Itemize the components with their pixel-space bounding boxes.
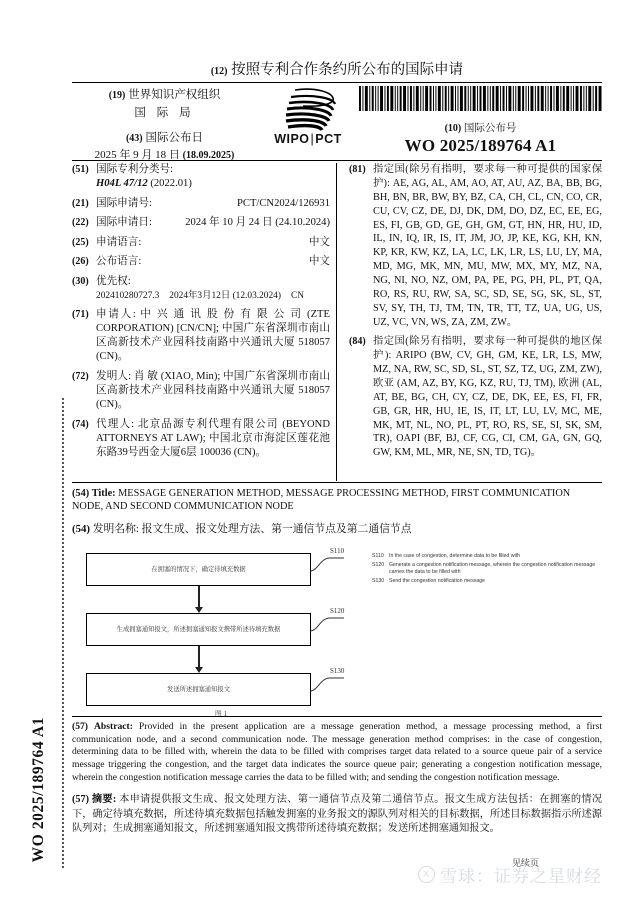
field-agent-value: 北京品源专利代理有限公司 (BEYOND ATTORNEYS AT LAW); 中国北京市海淀区莲花池东路39号西金大厦6层 100036 (CN)。 [96,418,330,458]
document-type-heading [72,58,602,79]
field-inventor-value: 肖 敏 (XIAO, Min); 中国广东省深圳市南山区高新技术产业园科技南路中兴通讯大厦 518057 (CN)。 [96,370,330,411]
abstract-en-text: Provided in the present application are a message generation method, a message processing method, a first communication node, and a second communication node. The message generation method comprises: in the case of congestion, determining data to be filled with, wherein the data to be filled with comprises target data related to a source queue pair of a service message triggering the congestion, and the target data indicates the source queue pair; generating a congestion notification message, wherein the congestion notification message carries the data to be filled with; and sending the congestion notification message. [72,721,602,783]
field-designated-states-label: 指定国(除另有指明，要求每一种可提供的国家保护): [373,164,602,189]
bibliographic-right-column [343,163,602,481]
field-ipc-label: 国际专利分类号: [96,164,174,175]
flowchart-step-s130 [86,673,311,706]
field-designated-regions-label: 指定国(除另有指明，要求每一种可提供的地区保护): [373,336,602,362]
document-type-text: 按照专利合作条约所公布的国际申请 [231,62,464,78]
wipo-wordmark [257,132,359,146]
flowchart-step-id-s110: S110 [330,547,345,555]
field-inventor-label: 发明人: [96,370,132,382]
flowchart [86,547,356,718]
spine-publication-number [18,690,60,890]
field-priority-tag: (30) [72,275,89,287]
continued-note: 见续页 [512,858,540,868]
field-designated-regions-tag: (84) [349,336,366,348]
field-designated-states [349,163,602,330]
title-zh-text: 报文生成、报文处理方法、第一通信节点及第二通信节点 [141,523,412,536]
flowchart-step-s110 [86,553,311,586]
publication-number-block [359,84,602,156]
abstract-zh-label: 摘要: [91,794,117,806]
legend-id-s110: S110 [372,553,384,559]
field-priority-label: 优先权: [96,275,131,287]
field-agent-tag: (74) [72,418,89,430]
title-zh-label: 发明名称: [92,523,139,536]
figure-block [72,545,602,718]
title-en-label: Title: [91,488,116,499]
org-name: 世界知识产权组织 [128,89,221,101]
wipo-wordmark-text: WIPO [274,132,310,146]
field-designated-states-value: AE, AG, AL, AM, AO, AT, AU, AZ, BA, BB, BG, BH, BN, BR, BW, BY, BZ, CA, CH, CL, CN, CO, CR, CU, CV, CZ, DE, DJ, DK, DM, DO, DZ, EC, EE, EG, ES, FI, GB, GD, GE, GH, GM, GT, HN, HR, HU, ID, IL, IN, IQ, IR, IS, IT, JM, JO, JP, KE, KG, KH, KN, KP, KR, KW, KZ, LA, LC, LK, LR, LS, LU, LY, MA, MD, MG, MK, MN, MU, MW, MX, MY, MZ, NA, NG, NI, NO, NZ, OM, PA, PE, PG, PH, PL, PT, QA, RO, RS, RU, RW, SA, SC, SD, SE, SG, SK, SL, ST, SV, SY, TH, TJ, TM, TN, TR, TT, TZ, UA, UG, US, UZ, VC, VN, WS, ZA, ZM, ZW。 [373,177,602,328]
field-application-number [72,197,330,211]
abstract-en-label: Abstract: [94,721,133,732]
figure-legend [372,553,600,586]
flowchart-step-s120 [86,613,311,646]
field-filing-language [72,236,330,250]
flowchart-leader-2 [308,613,348,635]
header-rule [72,82,602,83]
field-designated-regions [349,335,602,460]
barcode [359,86,602,111]
legend-row-s120 [372,562,600,577]
header-band [72,84,602,161]
field-agent-label: 代理人: [96,418,135,430]
abstract-rule [72,716,602,717]
legend-row-s110 [372,553,600,561]
field-ipc-version: (2022.01) [150,178,192,190]
abstract-zh-text: 本申请提供报文生成、报文处理方法、第一通信节点及第二通信节点。报文生成方法包括：在拥塞的情况下，确定待填充数据，所述待填充数据包括触发拥塞的业务报文的源队列对相关的目标数据，所述目标数据指示所述源队列对；生成拥塞通知报文，所述拥塞通知报文携带所述待填充数据；发送所述拥塞通知报文。 [72,794,603,835]
field-publication-language [72,255,330,269]
publication-date-label: 国际公布日 [145,132,204,144]
publication-date-iso: (18.09.2025) [182,150,235,161]
field-publication-language-value: 中文 [308,256,330,268]
legend-text-s110: In the case of congestion, determine data to be filled with [389,553,520,559]
field-application-number-value: PCT/CN2024/126931 [236,197,330,209]
bibliographic-left-column [72,163,336,481]
field-designated-states-tag: (81) [349,164,366,175]
left-dotted-rule [62,398,64,868]
wipo-wordmark-separator: | [310,132,315,146]
flowchart-step-s110-text: 在拥塞的情况下，确定待填充数据 [151,565,246,573]
flowchart-step-s130-text: 发送所述拥塞通知报文 [167,685,230,693]
watermark-logo-icon: X [418,866,435,883]
invention-title-block [72,487,602,536]
field-filing-language-value: 中文 [308,236,330,248]
field-applicant-tag: (71) [72,309,89,321]
field-ipc-tag: (51) [72,164,89,175]
field-priority-country: CN [291,291,305,302]
legend-text-s130: Send the congestion notification message [389,577,486,584]
legend-text-s120: Generate a congestion notification message, wherein the congestion notification message carries the data to be filled with [389,561,596,576]
publication-number-label: 国际公布号 [463,123,517,134]
column-divider [336,163,337,481]
title-zh-tag: (54) [72,523,90,536]
flowchart-arrow-1 [198,586,200,608]
flowchart-step-id-s120: S120 [330,607,345,615]
field-filing-date-label: 国际申请日: [96,217,152,229]
abstract-block [72,721,602,837]
org-bureau: 国 际 局 [134,107,195,119]
publication-date-value: 2025 年 9 月 18 日 [94,149,180,161]
field-ipc [72,163,330,191]
field-applicant-label: 申请人: [96,309,136,321]
field-filing-date [72,216,330,230]
field-filing-language-tag: (25) [72,236,89,248]
field-filing-date-value: 2024 年 10 月 24 日 (24.10.2024) [185,217,330,229]
field-publication-language-tag: (26) [72,256,89,268]
flowchart-step-s120-text: 生成拥塞通知报文，所述拥塞通知报文携带所述待填充数据 [116,625,281,633]
wipo-globe-icon [265,86,351,132]
legend-row-s130 [372,578,600,586]
bibliographic-rule [72,160,602,161]
document-type-tag: (12) [210,66,228,77]
field-publication-language-label: 公布语言: [96,256,142,268]
flowchart-leader-3 [308,673,348,695]
field-priority-number: 202410280727.3 [96,291,160,302]
publication-date-tag: (43) [125,133,143,144]
wipo-logo-block [257,84,359,146]
field-inventor-tag: (72) [72,370,89,382]
title-rule [72,482,602,483]
field-agent [72,418,330,460]
issuing-office-block [72,84,257,162]
flowchart-leader-1 [308,553,348,575]
abstract-en-tag: (57) [72,721,88,732]
abstract-zh-tag: (57) [72,794,89,806]
field-ipc-value: H04L 47/12 [96,178,148,190]
legend-id-s120: S120 [372,561,385,568]
field-application-number-label: 国际申请号: [96,197,152,209]
field-inventor [72,370,330,412]
field-filing-language-label: 申请语言: [96,236,142,248]
figure-caption: 图 1 [214,710,228,718]
field-filing-date-tag: (22) [72,217,89,229]
flowchart-arrow-2 [198,646,200,668]
org-tag: (19) [108,90,126,101]
publication-number-tag: (10) [444,123,462,134]
field-priority-date: 2024年3月12日 (12.03.2024) [169,291,281,302]
field-application-number-tag: (21) [72,197,89,209]
publication-number-value: WO 2025/189764 A1 [404,136,557,155]
watermark-text: 雪球：证券之星财经 [440,867,602,886]
field-designated-regions-value: ARIPO (BW, CV, GH, GM, KE, LR, LS, MW, MZ, NA, RW, SC, SD, SL, ST, SZ, TZ, UG, ZM, ZW), 欧亚 (AM, AZ, BY, KG, KZ, RU, TJ, TM), 欧洲 (AL, AT, BE, BG, CH, CY, CZ, DE, DK, EE, ES, FI, FR, GB, GR, HR, HU, IE, IS, IT, LT, LU, LV, MC, ME, MK, MT, NL, NO, PL, PT, RO, RS, SE, SI, SK, SM, TR), OAPI (BF, BJ, CF, CG, CI, CM, GA, GN, GQ, GW, KM, ML, MR, NE, SN, TD, TG)。 [373,350,602,459]
spine-publication-number-text: WO 2025/189764 A1 [30,717,47,863]
field-applicant-value: 中 兴 通 讯 股 份 有 限 公 司 (ZTE CORPORATION) [CN/CN]; 中国广东省深圳市南山区高新技术产业园科技南路中兴通讯大厦 518057 (CN)。 [96,309,330,363]
pct-wordmark-text: PCT [315,132,342,146]
watermark [418,862,602,887]
bibliographic-data [72,163,602,481]
field-applicant [72,308,330,364]
field-priority [72,275,330,303]
legend-id-s130: S130 [372,577,385,584]
title-en-tag: (54) [72,488,90,499]
flowchart-step-id-s130: S130 [330,667,345,675]
title-en-text: MESSAGE GENERATION METHOD, MESSAGE PROCESSING METHOD, FIRST COMMUNICATION NODE, AND SECOND COMMUNICATION NODE [72,488,571,513]
